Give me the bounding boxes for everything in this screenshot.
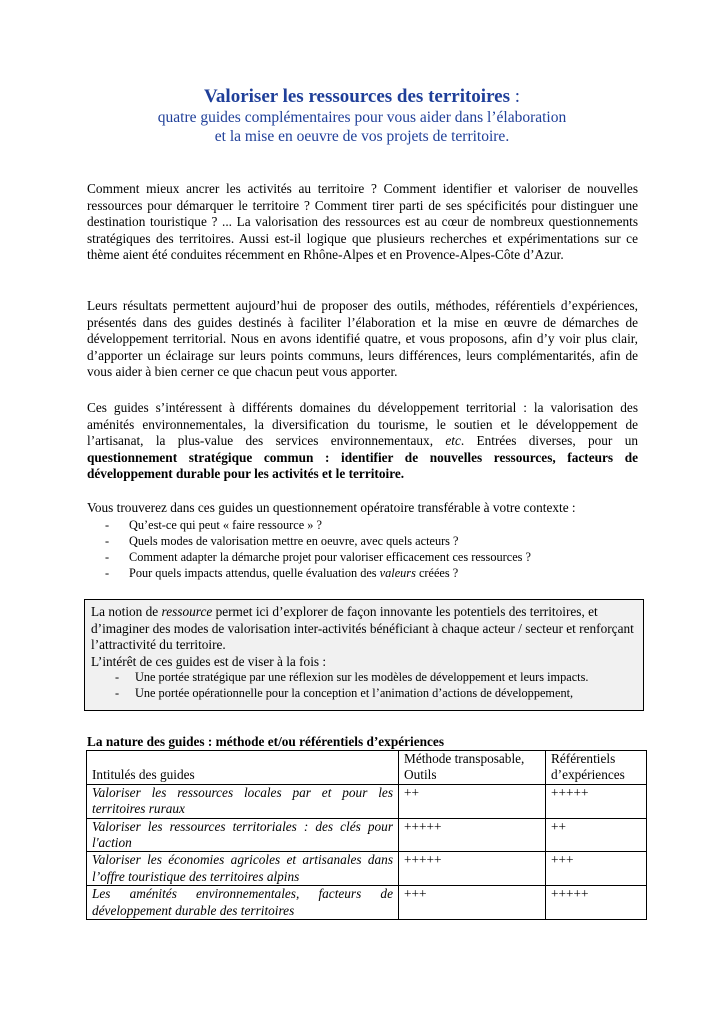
header-methode: Méthode transposable, Outils [399, 751, 546, 785]
guide-title: Valoriser les ressources territoriales : des clés pour l'action [87, 818, 399, 852]
paragraph-4 [87, 500, 638, 581]
methode-rating: +++++ [399, 852, 546, 886]
question-text: Qu’est-ce qui peut « faire ressource » ? [129, 517, 322, 532]
question-4-after: créées ? [415, 566, 459, 581]
table-header-row [87, 751, 647, 785]
list-item: - Comment adapter la démarche projet pour valoriser efficacement ces ressources ? [105, 550, 531, 564]
methode-rating: ++ [399, 784, 546, 818]
box-p1-before: La notion de [91, 604, 162, 619]
paragraph-3-start: Ces guides s’intéressent à différents domaines du développement territorial : la valorisation des aménités environnementales, la diversification du tourisme, le soutien et le développement de l’artisanat, la plus-value des services environnementaux, [87, 400, 638, 449]
referentiels-rating: +++++ [546, 784, 647, 818]
referentiels-rating: +++++ [546, 886, 647, 920]
guide-title: Les aménités environnementales, facteurs de développement durable des territoires [87, 886, 399, 920]
list-item: - Pour quels impacts attendus, quelle évaluation des valeurs créées ? [105, 566, 459, 581]
question-4-italic: valeurs [379, 566, 416, 581]
subtitle-line-1: quatre guides complémentaires pour vous aider dans l’élaboration [157, 109, 567, 126]
box-p1-after: permet ici d’explorer de façon innovante les potentiels des territoires, et d’imaginer des modes de valorisation inter-activités bénéficiant à chaque acteur / secteur et renforçant l’attractivité du territoire. [91, 604, 634, 653]
question-text: Comment adapter la démarche projet pour valoriser efficacement ces ressources ? [129, 550, 531, 564]
header-referentiels: Référentiels d’expériences [546, 751, 647, 785]
paragraph-2 [87, 298, 638, 381]
guides-table [86, 750, 647, 920]
box-paragraph-1 [91, 604, 637, 654]
ressource-note-box [84, 599, 644, 711]
paragraph-1 [87, 181, 638, 264]
table-title: La nature des guides : méthode et/ou référentiels d’expériences [87, 734, 444, 749]
list-item: - Une portée opérationnelle pour la conception et l’animation d’actions de développement, [115, 686, 574, 701]
paragraph-3 [87, 400, 638, 483]
paragraph-1-text: Comment mieux ancrer les activités au territoire ? Comment identifier et valoriser de nouvelles ressources pour démarquer le territoire ? Comment tirer parti de ses spécificités pour distinguer une destination touristique ? ... La valorisation des ressources est au cœur de nombreux questionnements stratégiques des territoires. Aussi est-il logique que plusieurs recherches et expérimentations sur ce thème aient été conduites récemment en Rhône-Alpes et en Provence-Alpes-Côte d’Azur. [87, 181, 638, 263]
title-text: Valoriser les ressources des territoires [203, 86, 510, 107]
title-block [0, 86, 724, 146]
box-bullet-text: Une portée stratégique par une réflexion sur les modèles de développement et leurs impacts. [135, 670, 589, 685]
question-4-before: Pour quels impacts attendus, quelle évaluation des [129, 566, 380, 581]
header-guides: Intitulés des guides [87, 751, 399, 785]
paragraph-2-text: Leurs résultats permettent aujourd’hui de proposer des outils, méthodes, référentiels d’expériences, présentés dans des guides destinés à faciliter l’élaboration et la mise en œuvre de démarches de développement territorial. Nous en avons identifié quatre, et vous proposons, afin d’y voir plus clair, d’apporter un éclairage sur leurs points communs, leurs différences, leurs complémentarités, afin de vous aider à bien cerner ce que chacun peut vous apporter. [87, 298, 638, 380]
table-row [87, 852, 647, 886]
paragraph-4-intro: Vous trouverez dans ces guides un questionnement opératoire transférable à votre contexte : [87, 500, 576, 515]
title-colon: : [510, 86, 521, 107]
paragraph-3-mid: . Entrées diverses, pour un [460, 433, 638, 449]
table-row [87, 784, 647, 818]
paragraph-3-text [87, 400, 638, 483]
list-item: - Une portée stratégique par une réflexion sur les modèles de développement et leurs impacts. [115, 670, 589, 685]
methode-rating: +++++ [399, 818, 546, 852]
paragraph-3-emphasis: questionnement stratégique commun : identifier de nouvelles ressources, facteurs de développement durable pour les activités et le territoire. [87, 449, 638, 482]
guide-title: Valoriser les ressources locales par et pour les territoires ruraux [87, 784, 399, 818]
page-title [0, 86, 724, 108]
list-item: - Quels modes de valorisation mettre en oeuvre, avec quels acteurs ? [105, 533, 459, 548]
referentiels-rating: +++ [546, 852, 647, 886]
list-item: - Qu’est-ce qui peut « faire ressource » ? [105, 517, 322, 532]
questions-list [87, 517, 638, 582]
box-paragraph-2: L’intérêt de ces guides est de viser à la fois : [91, 653, 327, 669]
box-bullet-text: Une portée opérationnelle pour la conception et l’animation d’actions de développement, [135, 686, 574, 701]
subtitle-line-2: et la mise en oeuvre de vos projets de territoire. [214, 128, 510, 145]
guide-title: Valoriser les économies agricoles et artisanales dans l’offre touristique des territoires alpins [87, 852, 399, 886]
table-row [87, 818, 647, 852]
table-row [87, 886, 647, 920]
box-p1-italic: ressource [161, 604, 213, 619]
referentiels-rating: ++ [546, 818, 647, 852]
box-bullets [91, 670, 637, 702]
paragraph-3-etc: etc [445, 433, 461, 449]
question-text: Quels modes de valorisation mettre en oeuvre, avec quels acteurs ? [129, 533, 459, 548]
methode-rating: +++ [399, 886, 546, 920]
